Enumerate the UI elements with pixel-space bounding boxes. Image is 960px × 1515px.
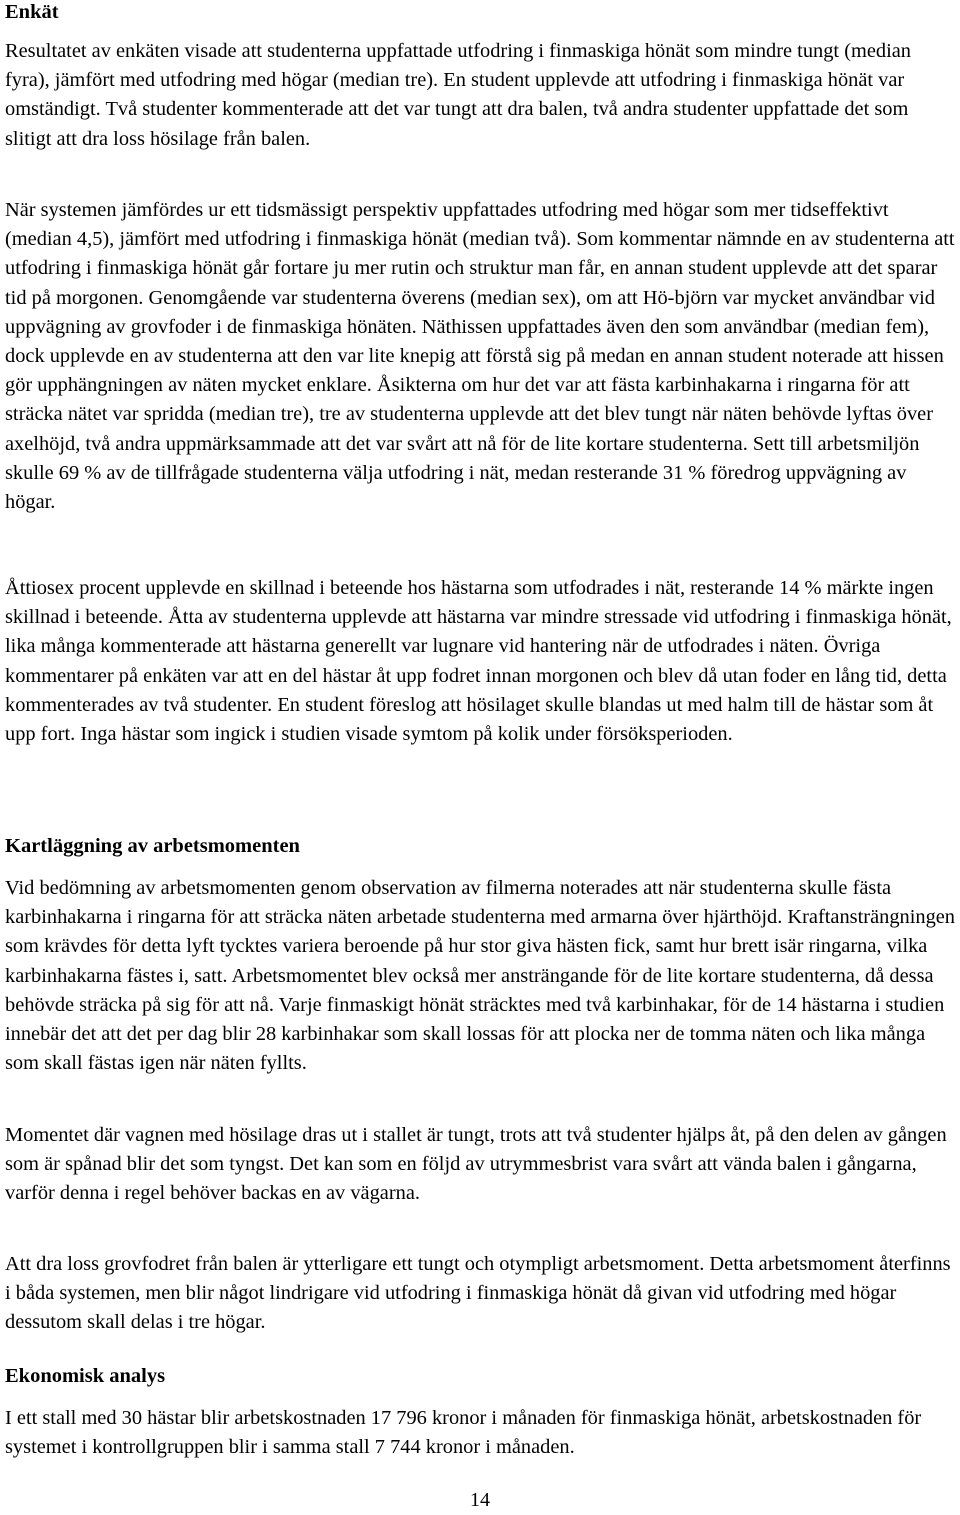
section-heading-kartlaggning: Kartläggning av arbetsmomenten (5, 835, 300, 857)
section-heading-ekonomisk-analys: Ekonomisk analys (5, 1365, 166, 1387)
page-number: 14 (470, 1489, 490, 1511)
paragraph-ekonomi: I ett stall med 30 hästar blir arbetskostnaden 17 796 kronor i månaden för finmaskiga hönät, arbetskostnaden för systemet i kontrollgruppen blir i samma stall 7 744 kronor i månaden. (5, 1407, 922, 1459)
paragraph-kart-bedomning: Vid bedömning av arbetsmomenten genom observation av filmerna noterades att när studenterna skulle fästa karbinhakarna i ringarna för att sträcka näten arbetade studenterna med armarna över hjärthöjd. Kraftansträngningen som krävdes för detta lyft tycktes variera beroende på hur stor giva hästen fick, samt hur brett isär ringarna, vilka karbinhakarna fästes i, satt. Arbetsmomentet blev också mer ansträngande för de lite kortare studenterna, då dessa behövde sträcka på sig för att nå. Varje finmaskigt hönät sträcktes med två karbinhakar, för de 14 hästarna i studien innebär det att det per dag blir 28 karbinhakar som skall lossas för att plocka ner de tomma näten och lika många som skall fästas igen när näten fyllts. (5, 877, 956, 1075)
paragraph-enkat-tidsperspektiv: När systemen jämfördes ur ett tidsmässigt perspektiv uppfattades utfodring med högar som mer tidseffektivt (median 4,5), jämfört med utfodring i finmaskiga hönät (median två). Som kommentar nämnde en av studenterna att utfodring i finmaskiga hönät går fortare ju mer rutin och struktur man får, en annan student upplevde att det sparar tid på morgonen. Genomgående var studenterna överens (median sex), om att Hö-björn var mycket användbar vid uppvägning av grovfoder i de finmaskiga hönäten. Näthissen uppfattades även den som användbar (median fem), dock upplevde en av studenterna att den var lite knepig att förstå sig på medan en annan student noterade att hissen gör upphängningen av näten mycket enklare. Åsikterna om hur det var att fästa karbinhakarna i ringarna för att sträcka nätet var spridda (median tre), tre av studenterna upplevde att det blev tungt när näten behövde lyftas över axelhöjd, två andra uppmärksammade att det var svårt att nå för de lite kortare studenterna. Sett till arbetsmiljön skulle 69 % av de tillfrågade studenterna välja utfodring i nät, medan resterande 31 % föredrog uppvägning av högar. (5, 199, 955, 514)
paragraph-enkat-beteende: Åttiosex procent upplevde en skillnad i beteende hos hästarna som utfodrades i nät, resterande 14 % märkte ingen skillnad i beteende. Åtta av studenterna upplevde att hästarna var mindre stressade vid utfodring i finmaskiga hönät, lika många kommenterade att hästarna generellt var lugnare vid hantering när de utfodrades i näten. Övriga kommentarer på enkäten var att en del hästar åt upp fodret innan morgonen och blev då utan foder en lång tid, detta kommenterades av två studenter. En student föreslog att hösilaget skulle blandas ut med halm till de hästar som åt upp fort. Inga hästar som ingick i studien visade symtom på kolik under försöksperioden. (5, 577, 952, 746)
paragraph-kart-vagnen: Momentet där vagnen med hösilage dras ut i stallet är tungt, trots att två studenter hjälps åt, på den delen av gången som är spånad blir det som tyngst. Det kan som en följd av utrymmesbrist vara svårt att vända balen i gångarna, varför denna i regel behöver backas en av vägarna. (5, 1124, 947, 1205)
paragraph-kart-grovfoder: Att dra loss grovfodret från balen är ytterligare ett tungt och otympligt arbetsmoment. Detta arbetsmoment återfinns i båda systemen, men blir något lindrigare vid utfodring i finmaskiga hönät då givan vid utfodring med högar dessutom skall delas i tre högar. (5, 1253, 951, 1334)
paragraph-enkat-resultat: Resultatet av enkäten visade att studenterna uppfattade utfodring i finmaskiga hönät som mindre tungt (median fyra), jämfört med utfodring med högar (median tre). En student upplevde att utfodring i finmaskiga hönät var omständigt. Två studenter kommenterade att det var tungt att dra balen, två andra studenter uppfattade det som slitigt att dra loss hösilage från balen. (5, 40, 911, 150)
section-heading-enkat: Enkät (5, 1, 59, 23)
